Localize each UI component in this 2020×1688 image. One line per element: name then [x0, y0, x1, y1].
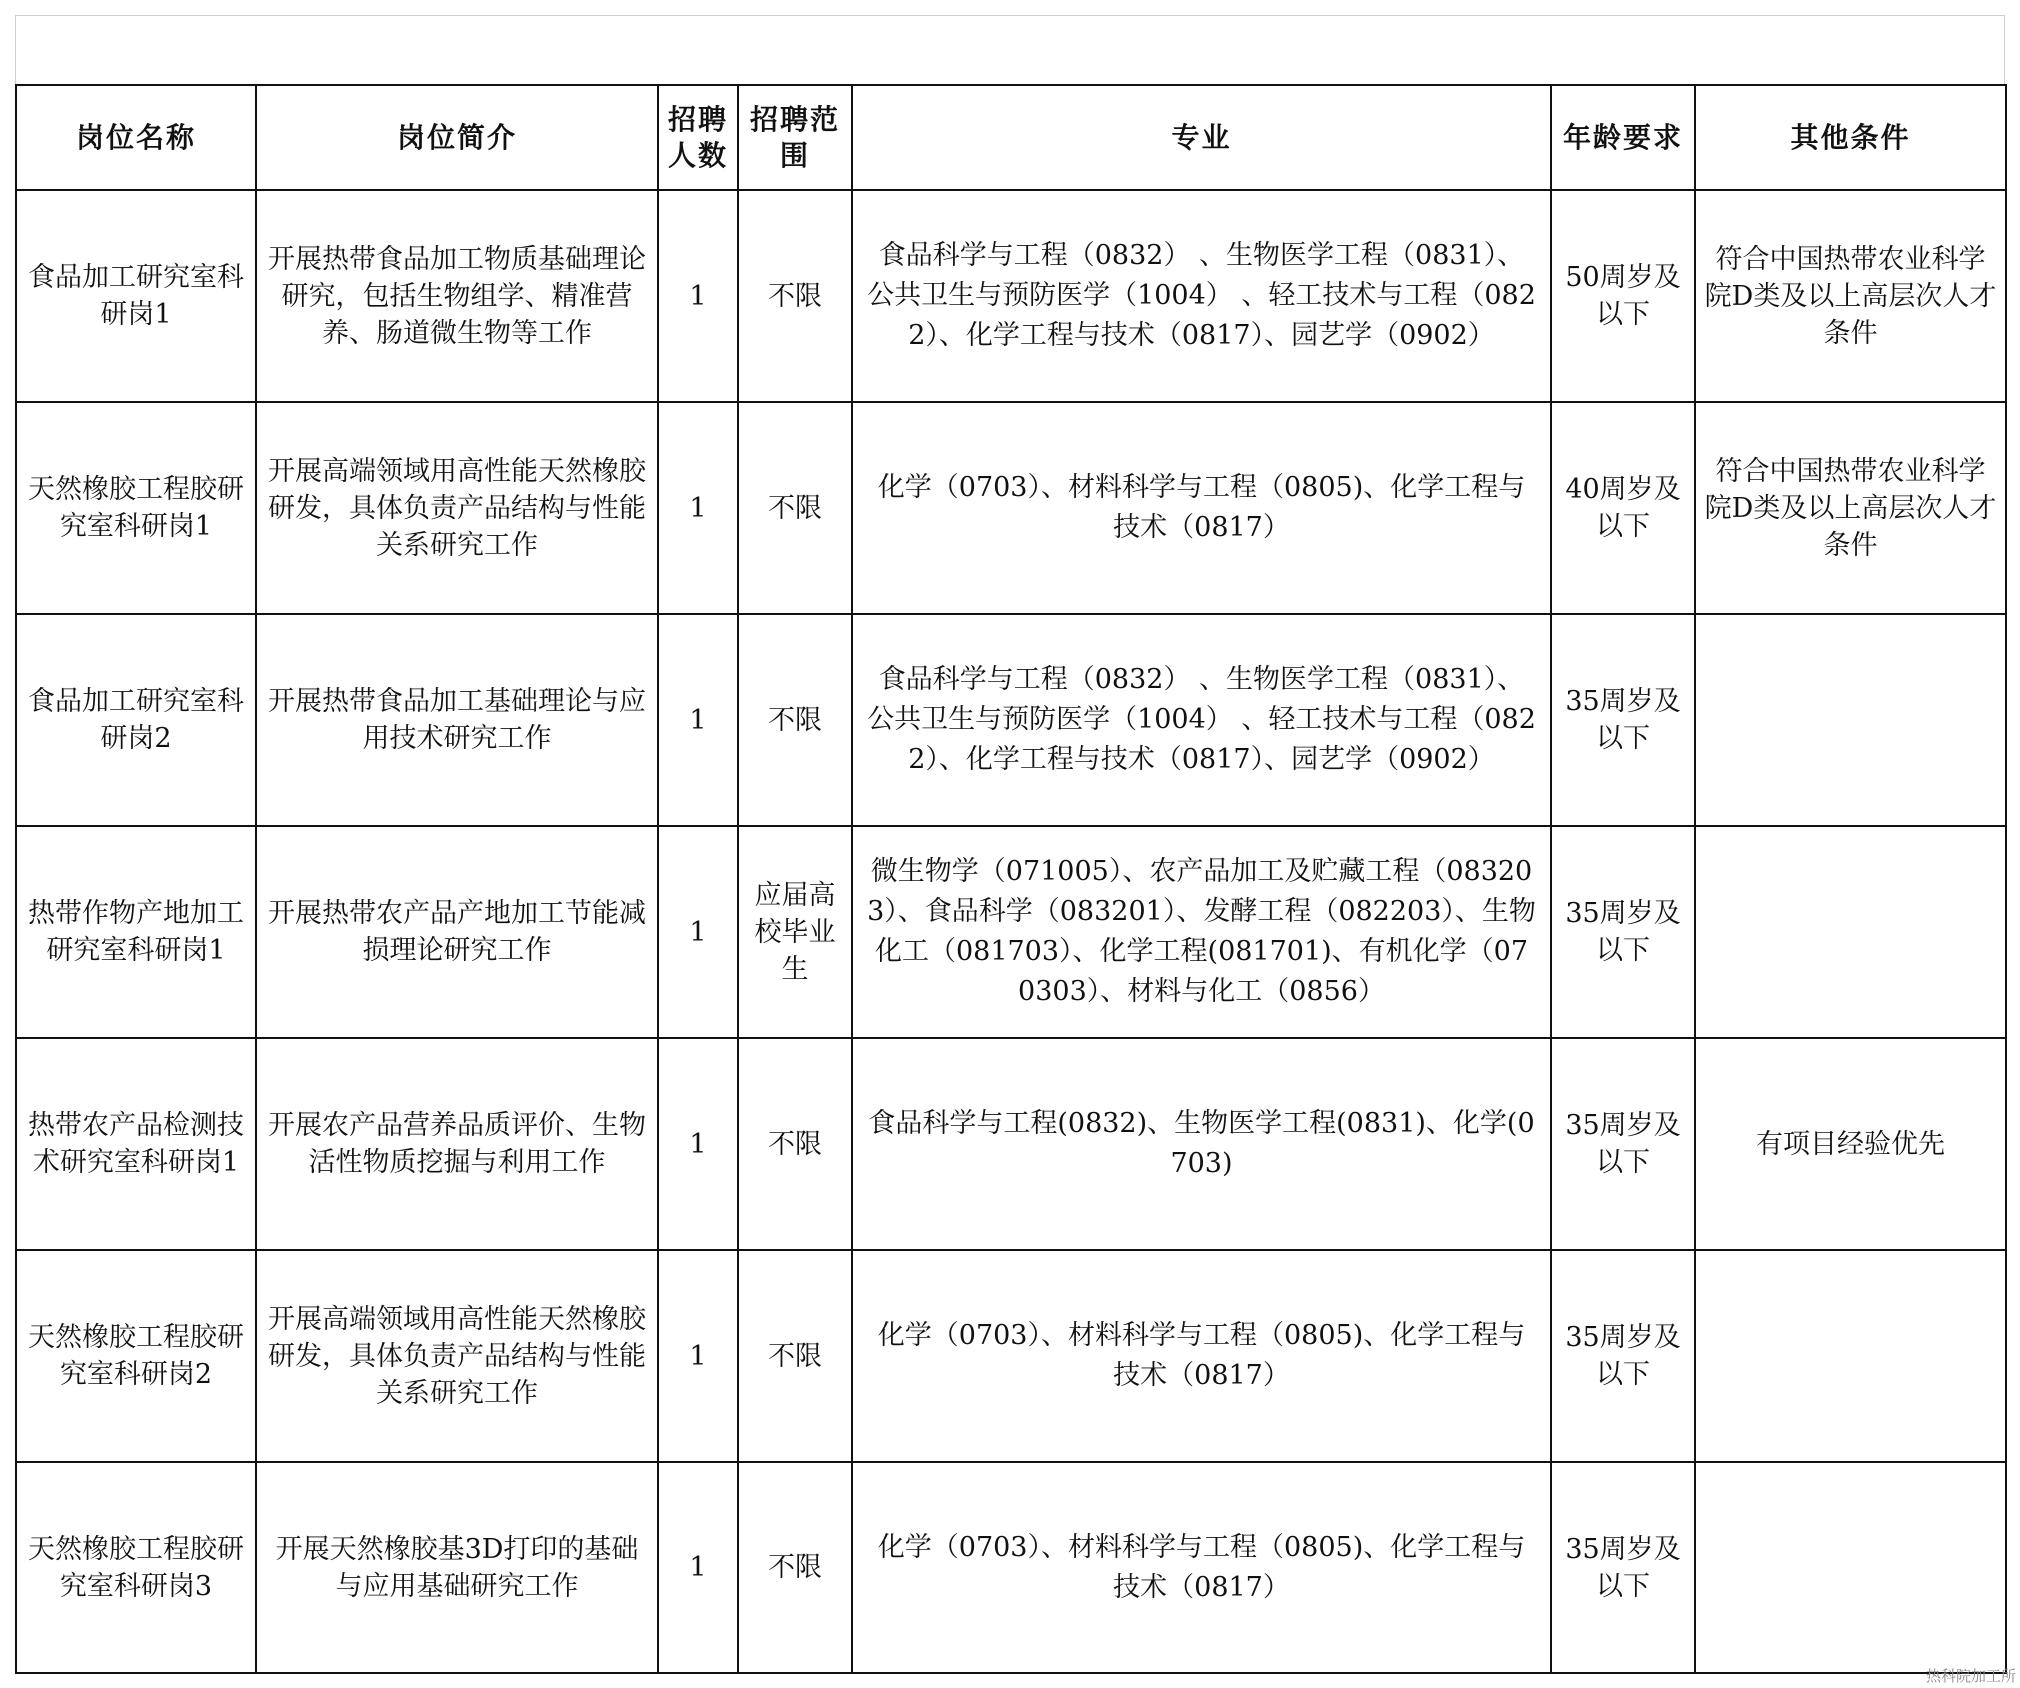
cell-major: 食品科学与工程(0832)、生物医学工程(0831)、化学(0703): [852, 1038, 1551, 1250]
table-row: [16, 190, 2006, 402]
table-row: [16, 1038, 2006, 1250]
cell-position-intro: 开展天然橡胶基3D打印的基础与应用基础研究工作: [256, 1462, 658, 1673]
header-recruit-count: 招聘人数: [658, 85, 738, 190]
cell-recruit-scope: 不限: [738, 614, 852, 826]
header-position-name: 岗位名称: [16, 85, 256, 190]
cell-position-intro: 开展热带农产品产地加工节能减损理论研究工作: [256, 826, 658, 1038]
cell-recruit-count: 1: [658, 1462, 738, 1673]
cell-other-conditions: [1695, 614, 2006, 826]
cell-other-conditions: [1695, 1462, 2006, 1673]
cell-major: 微生物学（071005）、农产品加工及贮藏工程（083203）、食品科学（083201）、发酵工程（082203）、生物化工（081703）、化学工程(081701)、有机化学（070303）、材料与化工（0856）: [852, 826, 1551, 1038]
cell-position-intro: 开展高端领域用高性能天然橡胶研发，具体负责产品结构与性能关系研究工作: [256, 402, 658, 614]
cell-position-name: 天然橡胶工程胶研究室科研岗3: [16, 1462, 256, 1673]
cell-other-conditions: 符合中国热带农业科学院D类及以上高层次人才条件: [1695, 402, 2006, 614]
cell-recruit-count: 1: [658, 190, 738, 402]
cell-position-name: 天然橡胶工程胶研究室科研岗2: [16, 1250, 256, 1462]
cell-age-requirement: 35周岁及以下: [1551, 614, 1695, 826]
watermark: 热科院加工所: [1925, 1667, 2016, 1685]
cell-age-requirement: 35周岁及以下: [1551, 1250, 1695, 1462]
table-row: [16, 402, 2006, 614]
cell-recruit-count: 1: [658, 614, 738, 826]
cell-position-name: 天然橡胶工程胶研究室科研岗1: [16, 402, 256, 614]
cell-recruit-count: 1: [658, 1038, 738, 1250]
page-top-frame: [15, 15, 2005, 85]
cell-position-intro: 开展农产品营养品质评价、生物活性物质挖掘与利用工作: [256, 1038, 658, 1250]
table-row: [16, 826, 2006, 1038]
cell-recruit-scope: 不限: [738, 402, 852, 614]
cell-position-name: 食品加工研究室科研岗2: [16, 614, 256, 826]
cell-other-conditions: 符合中国热带农业科学院D类及以上高层次人才条件: [1695, 190, 2006, 402]
cell-other-conditions: [1695, 826, 2006, 1038]
cell-position-intro: 开展高端领域用高性能天然橡胶研发，具体负责产品结构与性能关系研究工作: [256, 1250, 658, 1462]
cell-age-requirement: 50周岁及以下: [1551, 190, 1695, 402]
cell-age-requirement: 35周岁及以下: [1551, 826, 1695, 1038]
cell-position-intro: 开展热带食品加工物质基础理论研究，包括生物组学、精准营养、肠道微生物等工作: [256, 190, 658, 402]
table-header-row: [16, 85, 2006, 190]
header-position-intro: 岗位简介: [256, 85, 658, 190]
cell-major: 食品科学与工程（0832） 、生物医学工程（0831）、公共卫生与预防医学（1004） 、轻工技术与工程（0822）、化学工程与技术（0817）、园艺学（0902）: [852, 614, 1551, 826]
table-row: [16, 1462, 2006, 1673]
cell-recruit-scope: 不限: [738, 1250, 852, 1462]
cell-age-requirement: 40周岁及以下: [1551, 402, 1695, 614]
cell-position-name: 食品加工研究室科研岗1: [16, 190, 256, 402]
cell-major: 化学（0703）、材料科学与工程（0805)、化学工程与技术（0817）: [852, 1462, 1551, 1673]
cell-recruit-scope: 不限: [738, 1038, 852, 1250]
cell-recruit-count: 1: [658, 402, 738, 614]
cell-major: 化学（0703）、材料科学与工程（0805)、化学工程与技术（0817）: [852, 1250, 1551, 1462]
cell-age-requirement: 35周岁及以下: [1551, 1462, 1695, 1673]
header-major: 专业: [852, 85, 1551, 190]
cell-age-requirement: 35周岁及以下: [1551, 1038, 1695, 1250]
table-row: [16, 614, 2006, 826]
cell-other-conditions: [1695, 1250, 2006, 1462]
job-table: [15, 84, 2007, 1674]
cell-recruit-scope: 不限: [738, 1462, 852, 1673]
cell-major: 食品科学与工程（0832） 、生物医学工程（0831）、公共卫生与预防医学（1004） 、轻工技术与工程（0822）、化学工程与技术（0817）、园艺学（0902）: [852, 190, 1551, 402]
cell-position-name: 热带农产品检测技术研究室科研岗1: [16, 1038, 256, 1250]
cell-recruit-count: 1: [658, 1250, 738, 1462]
cell-recruit-scope: 应届高校毕业生: [738, 826, 852, 1038]
cell-position-name: 热带作物产地加工研究室科研岗1: [16, 826, 256, 1038]
header-recruit-scope: 招聘范围: [738, 85, 852, 190]
table-row: [16, 1250, 2006, 1462]
header-age-requirement: 年龄要求: [1551, 85, 1695, 190]
header-other-conditions: 其他条件: [1695, 85, 2006, 190]
cell-other-conditions: 有项目经验优先: [1695, 1038, 2006, 1250]
cell-major: 化学（0703）、材料科学与工程（0805)、化学工程与技术（0817）: [852, 402, 1551, 614]
cell-recruit-scope: 不限: [738, 190, 852, 402]
cell-position-intro: 开展热带食品加工基础理论与应用技术研究工作: [256, 614, 658, 826]
cell-recruit-count: 1: [658, 826, 738, 1038]
